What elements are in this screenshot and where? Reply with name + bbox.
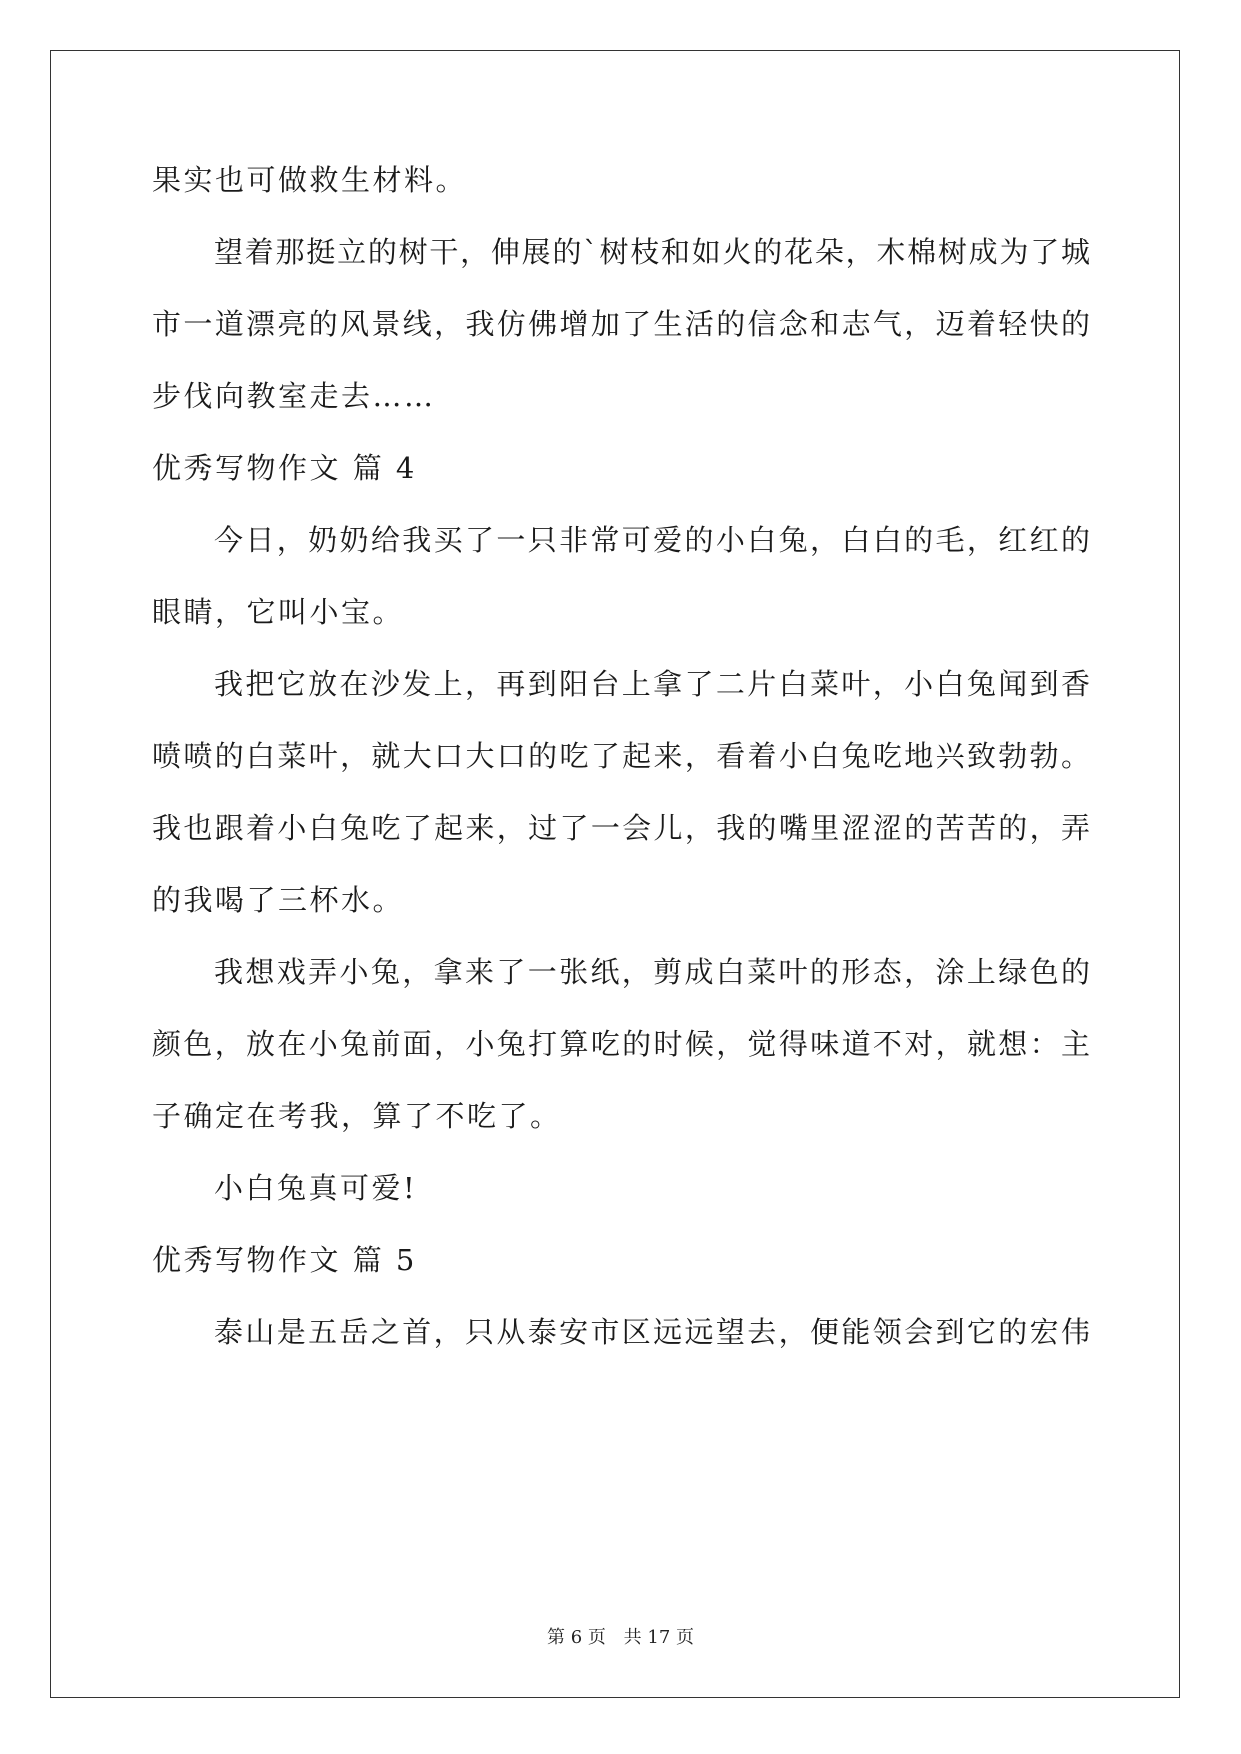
section-heading: 优秀写物作文 篇 5: [152, 1243, 417, 1277]
text-line: 步伐向教室走去……: [152, 379, 436, 413]
text-line: 小白兔真可爱!: [214, 1171, 418, 1205]
text-line: 颜色，放在小兔前面，小兔打算吃的时候，觉得味道不对，就想：主: [152, 1027, 1090, 1061]
section-heading: 优秀写物作文 篇 4: [152, 451, 417, 485]
text-line: 子确定在考我，算了不吃了。: [152, 1099, 562, 1133]
text-line: 今日，奶奶给我买了一只非常可爱的小白兔，白白的毛，红红的: [214, 523, 1090, 557]
text-line: 望着那挺立的树干，伸展的`树枝和如火的花朵，木棉树成为了城: [214, 235, 1090, 269]
text-line: 我把它放在沙发上，再到阳台上拿了二片白菜叶，小白兔闻到香: [214, 667, 1090, 701]
text-line: 市一道漂亮的风景线，我仿佛增加了生活的信念和志气，迈着轻快的: [152, 307, 1090, 341]
text-line: 喷喷的白菜叶，就大口大口的吃了起来，看着小白兔吃地兴致勃勃。: [152, 739, 1090, 773]
text-line: 眼睛，它叫小宝。: [152, 595, 405, 629]
text-line: 我也跟着小白兔吃了起来，过了一会儿，我的嘴里涩涩的苦苦的，弄: [152, 811, 1090, 845]
page-total: 共 17 页: [623, 1627, 694, 1648]
text-line: 果实也可做救生材料。: [152, 163, 468, 197]
page-number: 第 6 页: [547, 1627, 606, 1648]
page-footer: [0, 1626, 1241, 1650]
text-line: 泰山是五岳之首，只从泰安市区远远望去，便能领会到它的宏伟: [214, 1315, 1090, 1349]
page-border: [50, 50, 1180, 1698]
text-line: 的我喝了三杯水。: [152, 883, 405, 917]
text-line: 我想戏弄小兔，拿来了一张纸，剪成白菜叶的形态，涂上绿色的: [214, 955, 1090, 989]
